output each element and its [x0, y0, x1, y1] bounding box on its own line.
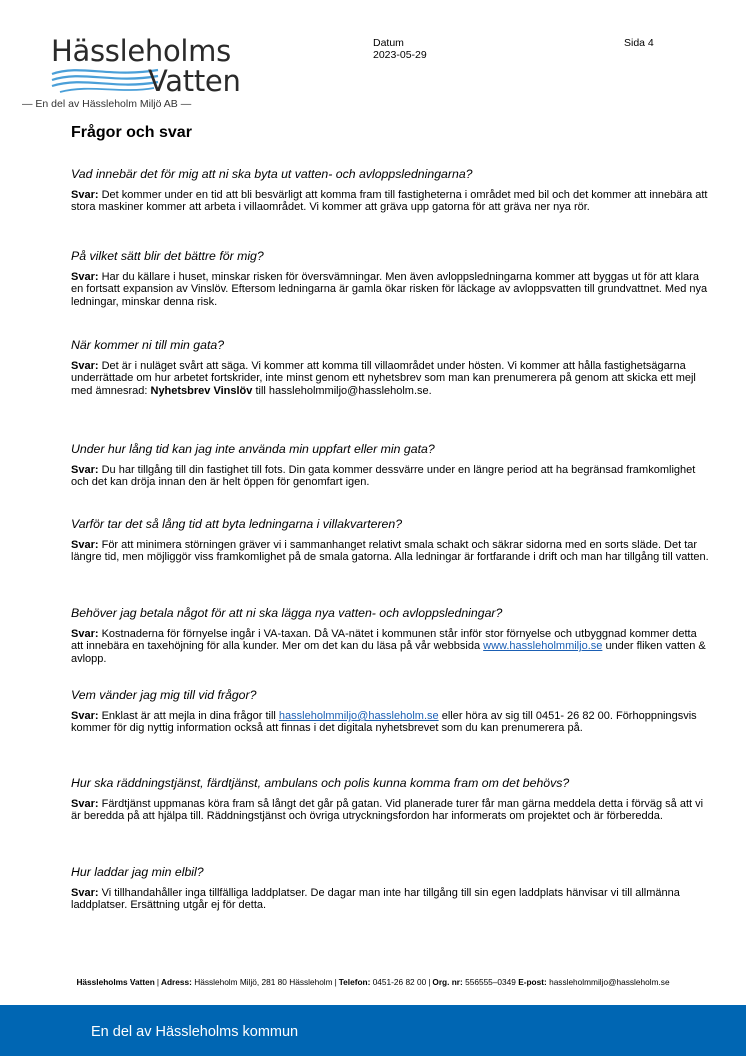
answer: Svar: Färdtjänst uppmanas köra fram så långt det går på gatan. Vid planerade turer får man gärna meddela detta i förväg så att vi är beredda på att hjälpa till. Räddningstjänst och övriga utryckningsfordon har informerats om projektet och är förberedda. [71, 798, 704, 823]
answer-prefix: Svar: [71, 628, 99, 640]
answer-prefix: Svar: [71, 887, 99, 899]
date-value: 2023-05-29 [373, 49, 427, 61]
answer: Svar: För att minimera störningen gräver vi i sammanhanget relativt smala schakt och säkrar sidorna med en sorts släde. Det tar längre tid, men möjliggör viss framkomlighet på de smala gatorna. Alla ledningar är fortfarande i drift och man har tillgång till vatten. [71, 539, 709, 564]
qa-item [71, 167, 711, 214]
footer-phone: 0451-26 82 00 [372, 977, 427, 987]
page-title: Frågor och svar [71, 124, 192, 141]
logo-tagline: — En del av Hässleholm Miljö AB — [22, 98, 192, 110]
question: Under hur lång tid kan jag inte använda min uppfart eller min gata? [71, 442, 435, 456]
answer-prefix: Svar: [71, 710, 99, 722]
footer-band-text: En del av Hässleholms kommun [91, 1024, 299, 1040]
qa-item [71, 606, 711, 665]
answer: Svar: Enklast är att mejla in dina frågor till hassleholmmiljo@hassleholm.se eller höra av sig till 0451- 26 82 00. Förhoppningsvis kommer för dig nyttig information också att finnas i det digitala nyhetsbrevet som du kan prenumerera på. [71, 710, 697, 735]
question: Hur laddar jag min elbil? [71, 865, 204, 879]
answer-prefix: Svar: [71, 271, 99, 283]
qa-item [71, 688, 711, 735]
answer: Svar: Det är i nuläget svårt att säga. Vi kommer att komma till villaområdet under hösten. Vi kommer att hålla fastighetsägarna underrättade om hur arbetet fortskrider, inte minst genom ett nyhetsbrev som man kan prenumerera på genom att skicka ett mejl med ämnesrad: Nyhetsbrev Vinslöv till hassleholmmiljo@hassleholm.se. [71, 360, 696, 397]
qa-item [71, 338, 711, 397]
answer: Svar: Vi tillhandahåller inga tillfälliga laddplatser. De dagar man inte har tillgång till sin egen laddplats hänvisar vi till allmänna laddplatser. Ersättning utgår ej för detta. [71, 887, 680, 912]
answer-prefix: Svar: [71, 798, 99, 810]
answer: Svar: Du har tillgång till din fastighet till fots. Din gata kommer dessvärre under en längre period att ha begränsad framkomlighet och det kan dröja innan den är helt öppen för genomfart igen. [71, 464, 696, 489]
logo-text-line2: Vatten [148, 64, 241, 98]
footer-band [0, 1005, 746, 1056]
answer-prefix: Svar: [71, 539, 99, 551]
answer: Svar: Kostnaderna för förnyelse ingår i VA-taxan. Då VA-nätet i kommunen står inför stor förnyelse och utbyggnad kommer detta att innebära en taxehöjning för alla kunder. Mer om det kan du läsa på vår webbsida www.hassleholmmiljo.se under fliken vatten & avlopp. [71, 628, 706, 665]
answer-prefix: Svar: [71, 464, 99, 476]
question: Hur ska räddningstjänst, färdtjänst, ambulans och polis kunna komma fram om det behövs? [71, 776, 570, 790]
qa-item [71, 776, 711, 823]
logo-waves-icon [50, 66, 160, 96]
question: Behöver jag betala något för att ni ska lägga nya vatten- och avloppsledningar? [71, 606, 503, 620]
email-link[interactable]: hassleholmmiljo@hassleholm.se [278, 710, 439, 722]
date-label: Datum [373, 37, 404, 49]
answer: Svar: Det kommer under en tid att bli besvärligt att komma fram till fastigheterna i området med bil och det kommer att innebära att stora maskiner kommer att arbeta i villaområdet. Vi kommer att gräva upp gatorna för att gräva ner nya rör. [71, 189, 708, 214]
page-number: Sida 4 [624, 37, 654, 49]
website-link[interactable]: www.hassleholmmiljo.se [483, 640, 603, 653]
qa-item [71, 249, 711, 308]
question: Varför tar det så lång tid att byta ledningarna i villakvarteren? [71, 517, 403, 531]
footer-contact-line: Hässleholms Vatten | Adress: Hässleholm Miljö, 281 80 Hässleholm | Telefon: 0451-26 82 00 | Org. nr: 556555–0349 E-post: hassleholmmiljo@hassleholm.se [76, 977, 670, 987]
question: Vad innebär det för mig att ni ska byta ut vatten- och avloppsledningarna? [71, 167, 473, 181]
logo-text-line1: Hässleholms [51, 34, 231, 68]
qa-item [71, 865, 711, 912]
newsletter-subject: Nyhetsbrev Vinslöv [150, 384, 253, 397]
footer-email: hassleholmmiljo@hassleholm.se [549, 977, 670, 987]
question: När kommer ni till min gata? [71, 338, 225, 352]
footer-org-number: 556555–0349 [465, 977, 516, 987]
qa-item [71, 517, 711, 564]
question: På vilket sätt blir det bättre för mig? [71, 249, 264, 263]
answer-prefix: Svar: [71, 360, 99, 372]
answer: Svar: Har du källare i huset, minskar risken för översvämningar. Men även avloppsledningarna kommer att byggas ut för att klara en fortsatt expansion av Vinslöv. Eftersom ledningarna är gamla ökar risken för läckage av avloppsvatten till grundvattnet. Med nya ledningar, minskar denna risk. [71, 271, 708, 308]
question: Vem vänder jag mig till vid frågor? [71, 688, 257, 702]
answer-prefix: Svar: [71, 189, 99, 201]
footer-address: Hässleholm Miljö, 281 80 Hässleholm [194, 977, 333, 987]
footer-company: Hässleholms Vatten [76, 977, 155, 987]
qa-item [71, 442, 711, 489]
